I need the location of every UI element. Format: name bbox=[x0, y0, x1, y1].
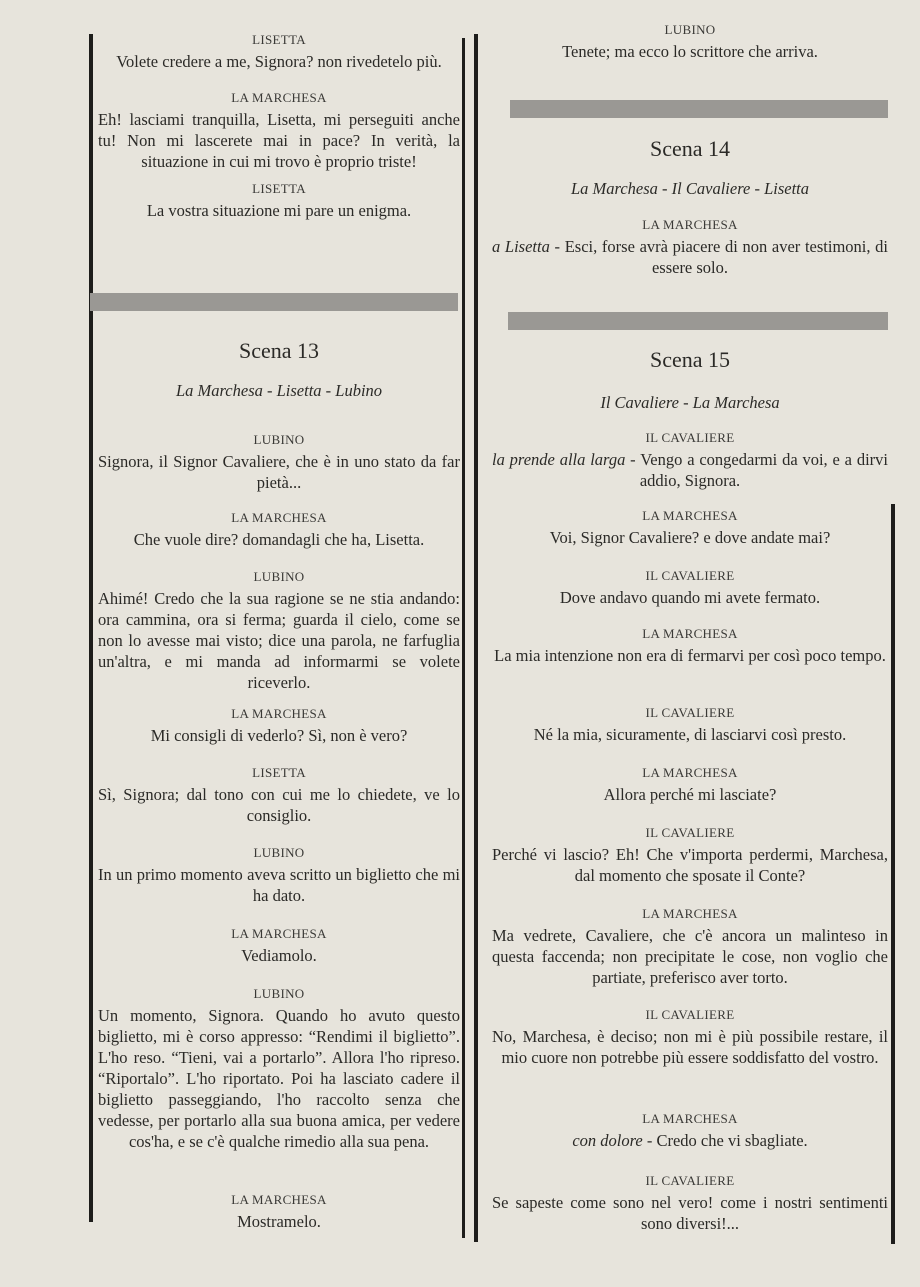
speaker-label: LUBINO bbox=[253, 432, 305, 447]
stage-direction: a Lisetta bbox=[492, 237, 550, 256]
speaker-label: IL CAVALIERE bbox=[645, 705, 735, 720]
left-column bbox=[98, 0, 460, 1287]
scene-13-cast: La Marchesa - Lisetta - Lubino bbox=[175, 381, 383, 400]
speech-text: Mi consigli di vederlo? Sì, non è vero? bbox=[150, 726, 408, 745]
left-margin-rule bbox=[89, 34, 93, 1222]
speech-marchesa-7 bbox=[492, 508, 888, 548]
speech-marchesa-3 bbox=[98, 706, 460, 746]
speech-lubino-5 bbox=[492, 22, 888, 62]
speaker-label: LA MARCHESA bbox=[642, 906, 738, 921]
speech-lubino-1 bbox=[98, 432, 460, 493]
speech-marchesa-4 bbox=[98, 926, 460, 966]
gutter-rule-right bbox=[474, 34, 478, 1242]
right-column bbox=[492, 0, 888, 1287]
speech-body: Vengo a congedarmi da voi, e a dirvi addio, Signora. bbox=[639, 450, 888, 490]
stage-direction: con dolore bbox=[572, 1131, 643, 1150]
scene-14-title: Scena 14 bbox=[649, 136, 731, 161]
scene-15-cast: Il Cavaliere - La Marchesa bbox=[600, 393, 780, 412]
speaker-label: IL CAVALIERE bbox=[645, 1173, 735, 1188]
speech-cavaliere-6 bbox=[492, 1173, 888, 1234]
speech-text: Dove andavo quando mi avete fermato. bbox=[559, 588, 821, 607]
speech-text: La vostra situazione mi pare un enigma. bbox=[146, 201, 412, 220]
speech-lisetta-3 bbox=[98, 765, 460, 826]
speaker-label: IL CAVALIERE bbox=[645, 825, 735, 840]
speech-text: Signora, il Signor Cavaliere, che è in uno stato da far pietà... bbox=[98, 452, 460, 492]
speech-text: Tenete; ma ecco lo scrittore che arriva. bbox=[562, 42, 818, 61]
speech-lisetta-2 bbox=[98, 181, 460, 221]
speech-marchesa-2 bbox=[98, 510, 460, 550]
speech-text: Ahimé! Credo che la sua ragione se ne stia andando: ora cammina, ora si ferma; guarda il cielo, come se non lo avesse mai visto; dice una parola, ne farfuglia un'altra, e mi manda ad informarmi se volete riceverlo. bbox=[98, 589, 460, 692]
speaker-label: LA MARCHESA bbox=[642, 765, 738, 780]
speech-text: Voi, Signor Cavaliere? e dove andate mai? bbox=[549, 528, 831, 547]
speech-text: Eh! lasciami tranquilla, Lisetta, mi perseguiti anche tu! Non mi lascerete mai in pace? In verità, la situazione in cui mi trovo è proprio triste! bbox=[98, 110, 460, 171]
speaker-label: LA MARCHESA bbox=[231, 926, 327, 941]
speech-cavaliere-4 bbox=[492, 825, 888, 886]
speaker-label: LISETTA bbox=[252, 765, 306, 780]
speech-text: Mostramelo. bbox=[237, 1212, 321, 1231]
speech-text bbox=[492, 236, 888, 278]
speaker-label: LUBINO bbox=[253, 569, 305, 584]
speech-text: Volete credere a me, Signora? non rivedetelo più. bbox=[116, 52, 442, 71]
speaker-label: IL CAVALIERE bbox=[645, 1007, 735, 1022]
speaker-label: LA MARCHESA bbox=[642, 508, 738, 523]
scene-13-title: Scena 13 bbox=[238, 338, 320, 363]
speaker-label: LA MARCHESA bbox=[642, 1111, 738, 1126]
scene-14-cast: La Marchesa - Il Cavaliere - Lisetta bbox=[571, 179, 809, 198]
separator: - bbox=[549, 237, 565, 256]
speech-text: La mia intenzione non era di fermarvi per così poco tempo. bbox=[494, 646, 886, 665]
speech-text: In un primo momento aveva scritto un biglietto che mi ha dato. bbox=[98, 865, 460, 905]
separator: - bbox=[625, 450, 641, 469]
speech-marchesa-11 bbox=[492, 1111, 888, 1151]
speech-lubino-2 bbox=[98, 569, 460, 693]
separator: - bbox=[642, 1131, 657, 1150]
speech-marchesa-6 bbox=[492, 217, 888, 278]
speech-body: Esci, forse avrà piacere di non aver testimoni, di essere solo. bbox=[564, 237, 888, 277]
speech-text: Allora perché mi lasciate? bbox=[603, 785, 777, 804]
speech-text: Vediamolo. bbox=[241, 946, 317, 965]
speaker-label: IL CAVALIERE bbox=[645, 430, 735, 445]
speaker-label: LISETTA bbox=[252, 181, 306, 196]
speaker-label: LA MARCHESA bbox=[642, 626, 738, 641]
speech-text: Che vuole dire? domandagli che ha, Lisetta. bbox=[133, 530, 425, 549]
scene-divider-band bbox=[510, 100, 888, 118]
scene-divider-band bbox=[508, 312, 888, 330]
speech-lubino-4 bbox=[98, 986, 460, 1152]
speech-cavaliere-3 bbox=[492, 705, 888, 745]
speech-lubino-3 bbox=[98, 845, 460, 906]
speaker-label: LISETTA bbox=[252, 32, 306, 47]
speech-cavaliere-5 bbox=[492, 1007, 888, 1068]
speech-text bbox=[492, 1130, 888, 1151]
speaker-label: LA MARCHESA bbox=[231, 1192, 327, 1207]
speech-marchesa-8 bbox=[492, 626, 888, 666]
speech-marchesa-1 bbox=[98, 90, 460, 172]
speaker-label: LA MARCHESA bbox=[231, 706, 327, 721]
speaker-label: LA MARCHESA bbox=[231, 90, 327, 105]
speech-text: No, Marchesa, è deciso; non mi è più possibile restare, il mio cuore non potrebbe più essere soddisfatto del vostro. bbox=[492, 1027, 888, 1067]
speech-text: Un momento, Signora. Quando ho avuto questo biglietto, mi è corso appresso: “Rendimi il biglietto”. L'ho reso. “Tieni, vai a portarlo”. Allora l'ho ripreso. “Riportalo”. L'ho riportato. Poi ha lasciato cadere il biglietto passeggiando, l'ho raccolto senza che vedesse, per portarlo alla sua buona amica, per vedere cos'ha, e se c'è qualche rimedio alla sua pena. bbox=[98, 1006, 460, 1151]
stage-direction: la prende alla larga bbox=[492, 450, 626, 469]
speech-body: Credo che vi sbagliate. bbox=[656, 1131, 808, 1150]
speech-lisetta-1 bbox=[98, 32, 460, 72]
speech-marchesa-5 bbox=[98, 1192, 460, 1232]
speech-text: Sì, Signora; dal tono con cui me lo chiedete, ve lo consiglio. bbox=[98, 785, 460, 825]
speaker-label: LUBINO bbox=[664, 22, 716, 37]
speaker-label: LUBINO bbox=[253, 845, 305, 860]
speaker-label: LUBINO bbox=[253, 986, 305, 1001]
speech-cavaliere-1 bbox=[492, 430, 888, 491]
speech-text: Ma vedrete, Cavaliere, che c'è ancora un malinteso in questa faccenda; non precipitate le cose, non voglio che partiate, preferisco aver torto. bbox=[492, 926, 888, 987]
speaker-label: LA MARCHESA bbox=[231, 510, 327, 525]
scene-divider-band bbox=[90, 293, 458, 311]
gutter-rule-left bbox=[462, 38, 465, 1238]
speech-text bbox=[492, 449, 888, 491]
speech-text: Se sapeste come sono nel vero! come i nostri sentimenti sono diversi!... bbox=[492, 1193, 888, 1233]
speaker-label: IL CAVALIERE bbox=[645, 568, 735, 583]
speech-cavaliere-2 bbox=[492, 568, 888, 608]
scene-15-title: Scena 15 bbox=[649, 347, 731, 372]
speaker-label: LA MARCHESA bbox=[642, 217, 738, 232]
speech-text: Né la mia, sicuramente, di lasciarvi così presto. bbox=[533, 725, 847, 744]
speech-marchesa-10 bbox=[492, 906, 888, 988]
speech-marchesa-9 bbox=[492, 765, 888, 805]
right-margin-rule bbox=[891, 504, 895, 1244]
speech-text: Perché vi lascio? Eh! Che v'importa perdermi, Marchesa, dal momento che sposate il Conte? bbox=[492, 845, 888, 885]
